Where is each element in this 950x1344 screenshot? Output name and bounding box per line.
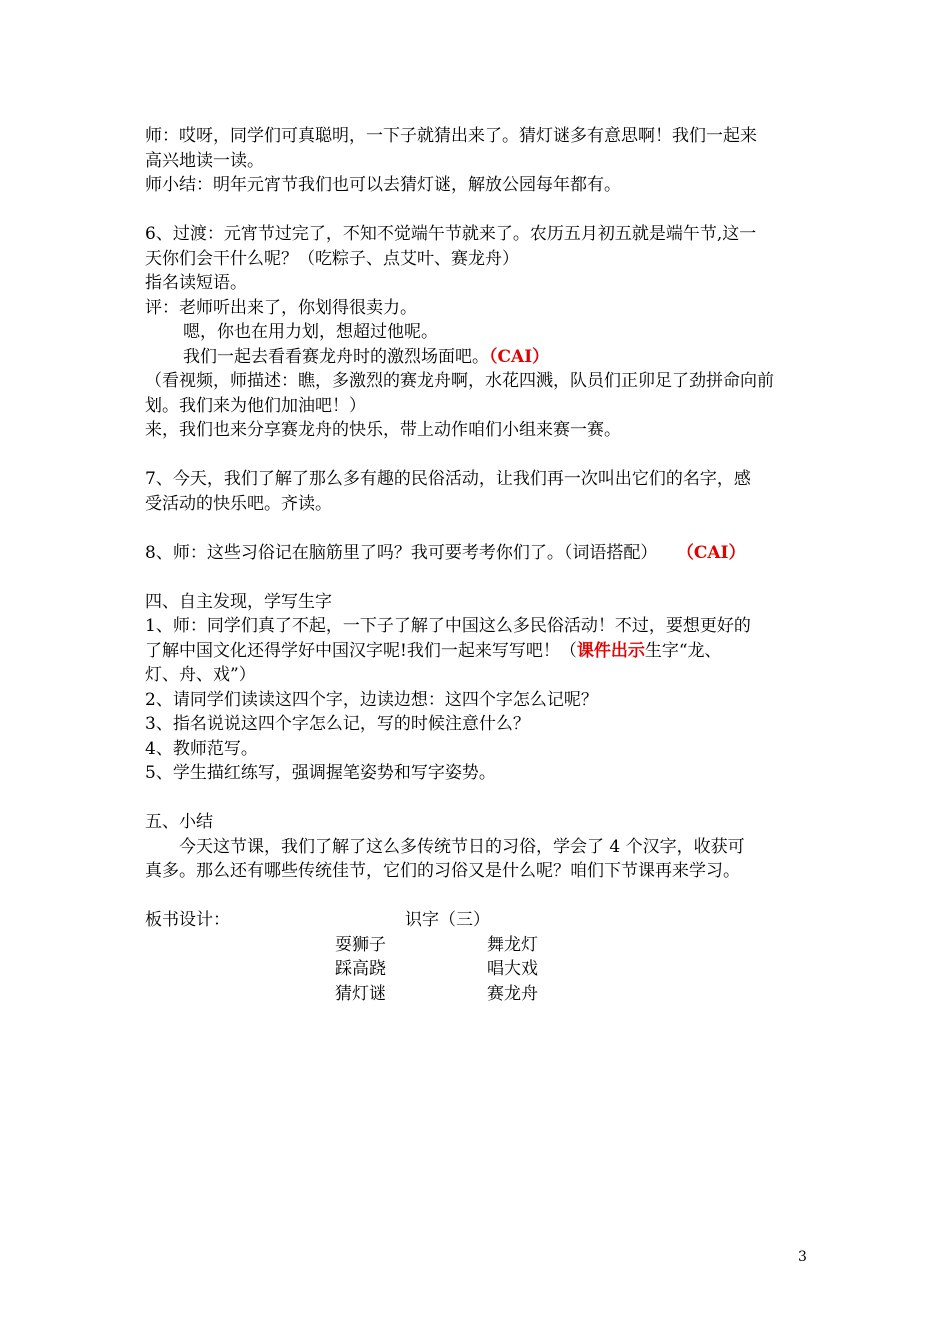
text-span: 了解中国文化还得学好中国汉字呢!我们一起来写写吧！（ xyxy=(145,640,577,661)
board-item: 踩高跷 xyxy=(335,959,386,979)
board-item: 猜灯谜 xyxy=(335,983,386,1004)
text-line: （看视频，师描述：瞧，多激烈的赛龙舟啊，水花四溅，队员们正卯足了劲拼命向前 xyxy=(145,371,774,391)
document-body xyxy=(145,124,810,1006)
text-line: 5、学生描红练写，强调握笔姿势和写字姿势。 xyxy=(145,763,496,783)
text-line: 评：老师听出来了，你划得很卖力。 xyxy=(145,297,417,318)
page-number: 3 xyxy=(798,1249,807,1265)
text-line: 指名读短语。 xyxy=(145,273,247,293)
board-item: 唱大戏 xyxy=(487,959,538,979)
text-span: 8、师：这些习俗记在脑筋里了吗？我可要考考你们了。（词语搭配） xyxy=(145,542,658,563)
cai-marker: （CAI） xyxy=(489,346,550,367)
text-line: 天你们会干什么呢？（吃粽子、点艾叶、赛龙舟） xyxy=(145,248,519,269)
cai-marker: （CAI） xyxy=(685,542,746,563)
board-item: 赛龙舟 xyxy=(487,983,538,1004)
text-line xyxy=(145,345,810,370)
text-line: 1、师：同学们真了不起，一下子了解了中国这么多民俗活动！不过，要想更好的 xyxy=(145,616,751,636)
text-line: 灯、舟、戏”） xyxy=(145,665,256,685)
text-line: 划。我们来为他们加油吧！） xyxy=(145,395,366,416)
board-row xyxy=(145,957,810,982)
text-line: 师小结：明年元宵节我们也可以去猜灯谜，解放公园每年都有。 xyxy=(145,175,621,195)
text-line: 4、教师范写。 xyxy=(145,738,258,759)
text-line: 师：哎呀，同学们可真聪明，一下子就猜出来了。猜灯谜多有意思啊！我们一起来 xyxy=(145,126,757,146)
text-line: 今天这节课，我们了解了这么多传统节日的习俗，学会了 4 个汉字，收获可 xyxy=(179,836,745,857)
text-line xyxy=(145,541,810,566)
courseware-marker: 课件出示 xyxy=(576,640,645,661)
text-line xyxy=(145,639,810,664)
board-title: 识字（三） xyxy=(405,910,490,930)
text-line: 嗯，你也在用力划，想超过他呢。 xyxy=(183,322,438,342)
board-label: 板书设计： xyxy=(145,910,230,930)
text-line: 高兴地读一读。 xyxy=(145,150,264,171)
text-line: 3、指名说说这四个字怎么记，写的时候注意什么？ xyxy=(145,714,530,734)
text-line: 2、请同学们读读这四个字，边读边想：这四个字怎么记呢？ xyxy=(145,689,598,710)
board-design-header xyxy=(145,908,810,933)
board-item: 舞龙灯 xyxy=(487,934,538,955)
board-row xyxy=(145,982,810,1007)
text-span: 我们一起去看看赛龙舟时的激烈场面吧。 xyxy=(183,346,489,367)
board-row xyxy=(145,933,810,958)
text-span: 生字“龙、 xyxy=(644,640,722,661)
text-line: 7、今天，我们了解了那么多有趣的民俗活动，让我们再一次叫出它们的名字，感 xyxy=(145,469,751,489)
board-item: 耍狮子 xyxy=(335,934,386,955)
section-heading: 五、小结 xyxy=(145,812,213,832)
section-heading: 四、自主发现，学写生字 xyxy=(145,591,332,612)
text-line: 受活动的快乐吧。齐读。 xyxy=(145,493,332,514)
text-line: 真多。那么还有哪些传统佳节，它们的习俗又是什么呢？咱们下节课再来学习。 xyxy=(145,861,740,881)
text-line: 来，我们也来分享赛龙舟的快乐，带上动作咱们小组来赛一赛。 xyxy=(145,420,621,440)
text-line: 6、过渡：元宵节过完了，不知不觉端午节就来了。农历五月初五就是端午节,这一 xyxy=(145,224,757,244)
